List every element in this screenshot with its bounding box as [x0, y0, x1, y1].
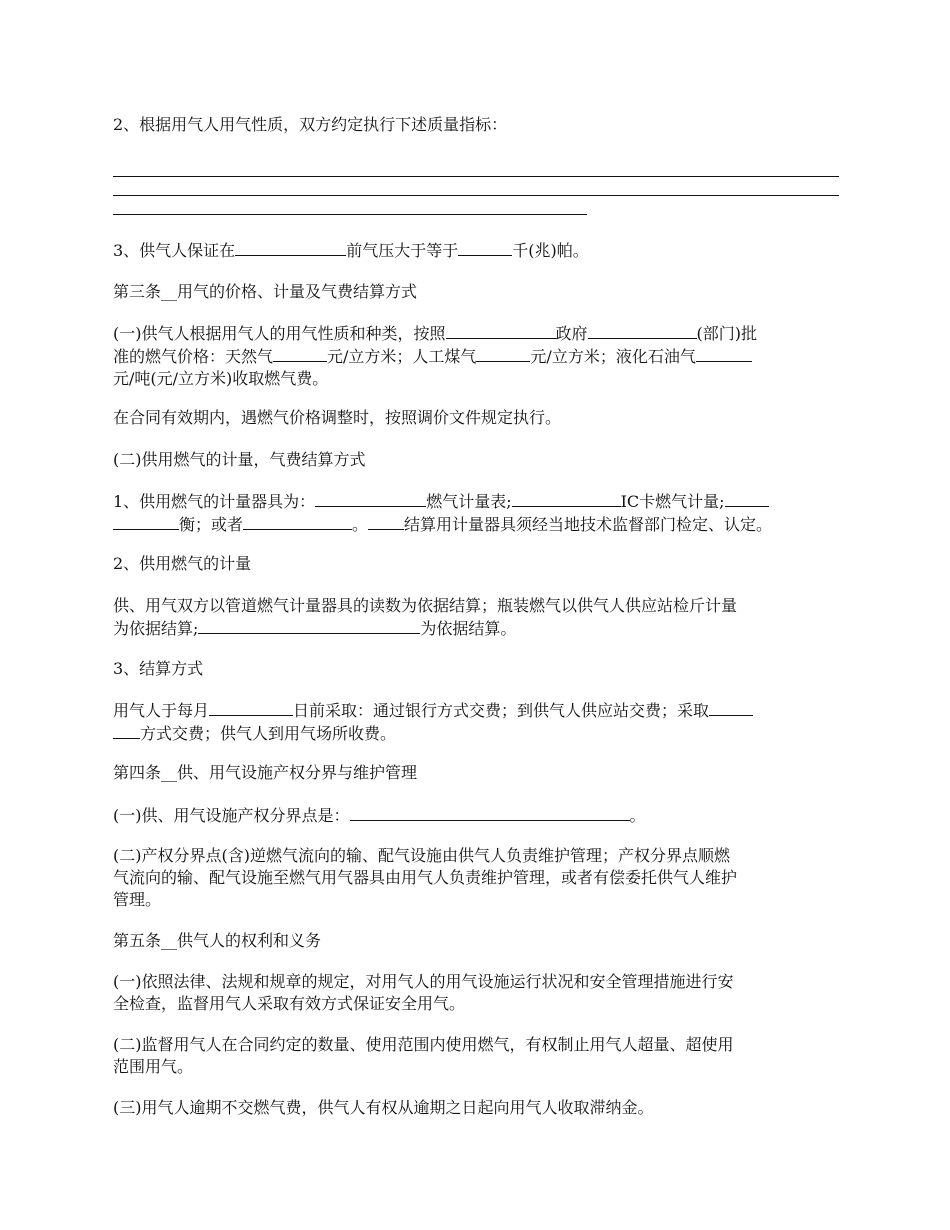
- settlement-subheading: 3、结算方式: [113, 659, 204, 678]
- article-3-title: 第三条__用气的价格、计量及气费结算方式: [113, 282, 418, 301]
- blank-line-1: [113, 176, 839, 177]
- boundary-point-paragraph: (一)供、用气设施产权分界点是： 。: [113, 806, 646, 825]
- settlement-paragraph: 用气人于每月 日前采取：通过银行方式交费；到供气人供应站交费；采取 方式交费；供气人到用气场所收费。: [113, 699, 839, 745]
- usage-supervision-paragraph: (二)监督用气人在合同约定的数量、使用范围内使用燃气，有权制止用气人超量、超使用 范围用气。: [113, 1035, 734, 1076]
- metering-subheading: 2、供用燃气的计量: [113, 554, 252, 573]
- maintenance-paragraph: (二)产权分界点(含)逆燃气流向的输、配气设施由供气人负责维护管理；产权分界点顺燃 气流向的输、配气设施至燃气用气器具由用气人负责维护管理，或者有偿委托供气人维护 管理。: [113, 846, 738, 909]
- price-adjustment-paragraph: 在合同有效期内，遇燃气价格调整时，按照调价文件规定执行。: [113, 408, 562, 427]
- price-paragraph: (一)供气人根据用气人的用气性质和种类，按照 政府 (部门)批 准的燃气价格：天然气 元/立方米；人工煤气 元/立方米；液化石油气 元/吨(元/立方米)收取燃气费。: [113, 324, 758, 388]
- late-fee-paragraph: (三)用气人逾期不交燃气费，供气人有权从逾期之日起向用气人收取滞纳金。: [113, 1098, 654, 1117]
- article-5-title: 第五条__供气人的权利和义务: [113, 931, 322, 950]
- meter-device-paragraph: 1、供用燃气的计量器具为： 燃气计量表; IC卡燃气计量; 衡；或者 。 结算用计量器具须经当地技术监督部门检定、认定。: [113, 492, 773, 534]
- pressure-clause: 3、供气人保证在 前气压大于等于 千(兆)帕。: [113, 241, 589, 260]
- article-4-title: 第四条__供、用气设施产权分界与维护管理: [113, 763, 418, 782]
- safety-inspection-paragraph: (一)依照法律、法规和规章的规定，对用气人的用气设施运行状况和安全管理措施进行安 全检查，监督用气人采取有效方式保证安全用气。: [113, 972, 734, 1013]
- metering-heading: (二)供用燃气的计量，气费结算方式: [113, 450, 366, 469]
- quality-clause: 2、根据用气人用气性质，双方约定执行下述质量指标：: [113, 115, 508, 134]
- blank-line-3: [113, 214, 587, 215]
- blank-line-2: [113, 195, 839, 196]
- metering-basis-paragraph: 供、用气双方以管道燃气计量器具的读数为依据结算；瓶装燃气以供气人供应站检斤计量 为依据结算; 为依据结算。: [113, 596, 738, 638]
